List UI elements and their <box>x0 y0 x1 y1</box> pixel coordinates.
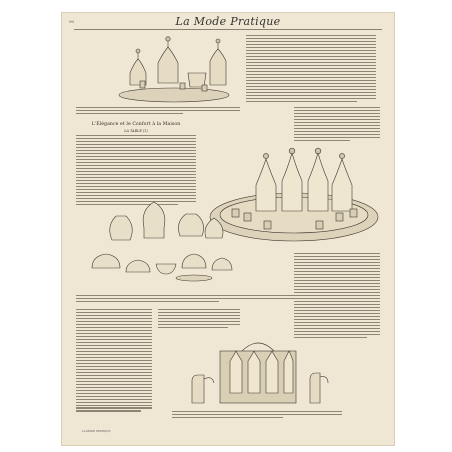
folio-number: 90 <box>69 19 75 24</box>
figure-liqueur-set-top <box>110 33 238 105</box>
masthead: La Mode Pratique <box>175 15 281 28</box>
figure-liqueur-cabinet-with-jugs <box>182 331 334 409</box>
text-lower-middle <box>158 309 240 330</box>
text-top-right <box>246 35 376 104</box>
text-right-column-2 <box>294 253 380 340</box>
caption-block-1 <box>76 107 240 116</box>
article-subtitle: LA TABLE (1) <box>124 129 148 133</box>
page-footer: LA MODE PRATIQUE <box>82 430 111 433</box>
caption-block-3 <box>172 411 342 420</box>
text-lower-left <box>76 309 152 413</box>
caption-block-2 <box>76 295 296 304</box>
text-left-column <box>76 135 196 207</box>
text-right-column <box>294 107 380 143</box>
article-title: L'Élégance et le Confort à la Maison <box>91 122 181 127</box>
newspaper-page <box>62 13 394 445</box>
masthead-rule <box>74 29 382 30</box>
figure-coffee-tea-service <box>82 198 242 288</box>
